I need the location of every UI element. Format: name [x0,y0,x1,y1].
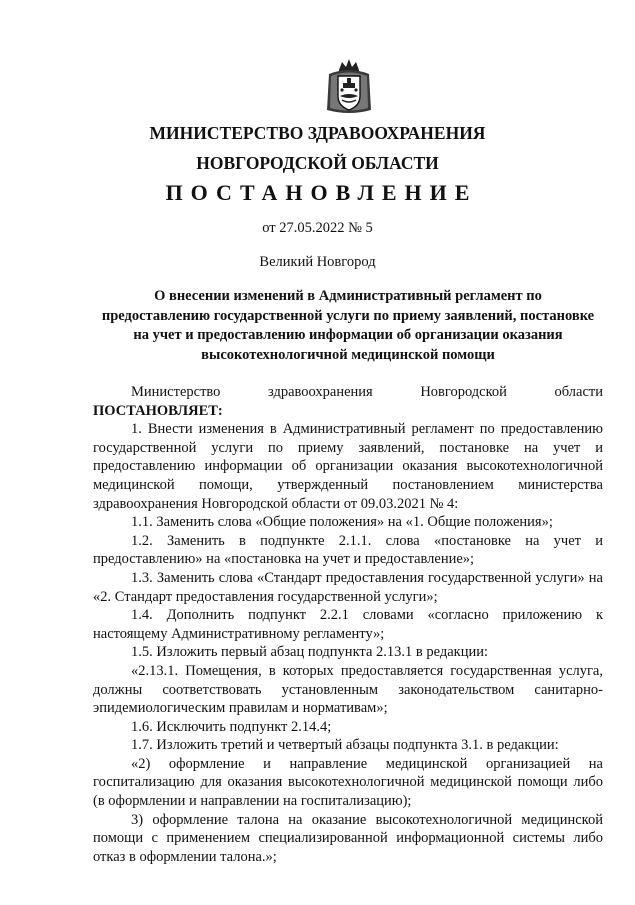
ministry-title [0,118,635,178]
paragraph: 1.2. Заменить в подпункте 2.1.1. слова «постановке на учет и предоставлению» на «постановка на учет и предоставление»; [93,532,603,568]
novgorod-coat-of-arms-icon [325,56,373,116]
paragraph: 1.3. Заменить слова «Стандарт предоставления государственной услуги» на «2. Стандарт предоставления государственной услуги»; [93,569,603,605]
subject-line-3: на учет и предоставлению информации об организации оказания [133,327,563,343]
intro-line: Министерство здравоохранения Новгородской области [131,384,603,400]
subject-line-1: О внесении изменений в Административный регламент по [154,288,542,304]
ministry-line-1: МИНИСТЕРСТВО ЗДРАВООХРАНЕНИЯ [149,123,486,143]
paragraph: 1.6. Исключить подпункт 2.14.4; [131,718,332,735]
paragraph: 1.1. Заменить слова «Общие положения» на «1. Общие положения»; [131,514,553,531]
ministry-line-2: НОВГОРОДСКОЙ ОБЛАСТИ [196,153,439,173]
paragraph: 1.7. Изложить третий и четвертый абзацы подпункта 3.1. в редакции: [131,737,559,754]
paragraph: «2) оформление и направление медицинской организацией на госпитализацию для оказания высокотехнологичной медицинской помощи либо (в оформлении и направлении на госпитализацию); [93,755,603,810]
subject-line-2: предоставлению государственной услуги по приему заявлений, постановке [101,307,595,324]
subject-line-4: высокотехнологичной медицинской помощи [201,346,495,363]
paragraph: 1.4. Дополнить подпункт 2.2.1 словами «согласно приложению к настоящему Административному регламенту»; [93,607,603,642]
document-subject [93,287,603,365]
paragraph: «2.13.1. Помещения, в которых предоставляется государственная услуга, должны соответствовать установленным законодательством санитарно-эпидемиологическим правилам и нормативам»; [93,662,603,717]
document-type: ПОСТАНОВЛЕНИЕ [165,180,478,205]
date-number: от 27.05.2022 № 5 [262,220,373,236]
paragraph: 1.5. Изложить первый абзац подпункта 2.13.1 в редакции: [131,644,489,661]
document-body [93,383,603,866]
city: Великий Новгород [259,254,376,270]
paragraph: 3) оформление талона на оказание высокотехнологичной медицинской помощи с применением специализированной информационной системы либо отказ в оформлении талона.»; [93,811,603,865]
intro-resolves: ПОСТАНОВЛЯЕТ: [93,402,223,419]
paragraph: 1. Внести изменения в Административный регламент по предоставлению государственной услуги по приему заявлений, постановке на учет и предоставлению информации об организации оказания высокотехнологичной медицинской помощи, утвержденный постановлением министерства здравоохранения Новгородской области от 09.03.2021 № 4: [93,421,603,512]
